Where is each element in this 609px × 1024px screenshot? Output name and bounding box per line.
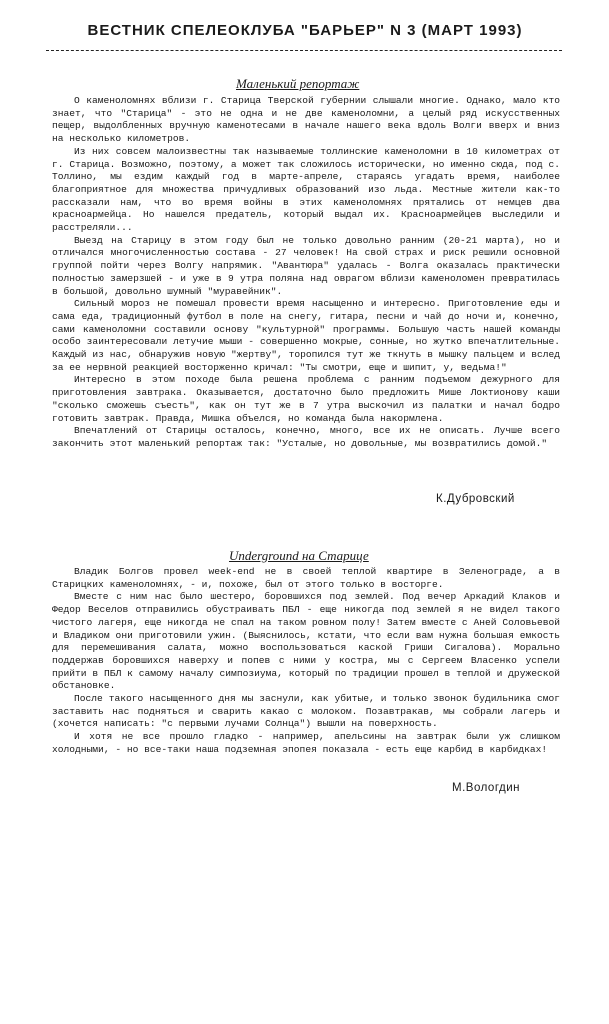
paragraph: О каменоломнях вблизи г. Старица Тверской губернии слышали многие. Однако, мало кто знает, что "Старица" - это не одна и не две каменоломни, а целый ряд искусственных пещер, выдолбленных вручную каменотесами в начале нашего века вдоль Волги вверх и вниз на несколько километров. xyxy=(52,95,560,145)
article-body-report xyxy=(52,95,560,451)
paragraph: И хотя не все прошло гладко - например, апельсины на завтрак были уж слишком холодными, - но все-таки наша подземная эпопея показала - есть еще карбид в карбидках! xyxy=(52,731,560,755)
newsletter-header: ВЕСТНИК СПЕЛЕОКЛУБА "БАРЬЕР" N 3 (МАРТ 1993) xyxy=(87,22,523,39)
article-title-underground: Underground на Старице xyxy=(229,548,369,563)
paragraph: Впечатлений от Старицы осталось, конечно, много, все их не описать. Лучше всего закончить этот маленький репортаж так: "Усталые, но довольные, мы возвратились домой." xyxy=(52,425,560,449)
author-signature: М.Вологдин xyxy=(452,782,520,794)
paragraph: Интересно в этом походе была решена проблема с ранним подъемом дежурного для приготовления завтрака. Оказывается, достаточно было предложить Мише Локтионову каши "сколько сможешь съесть", как он тут же в 7 утра выскочил из палатки и начал бодро готовить завтрак. Правда, Мишка объелся, но команда была накормлена. xyxy=(52,374,560,424)
paragraph: Сильный мороз не помешал провести время насыщенно и интересно. Приготовление еды и сама еда, традиционный футбол в поле на снегу, гитара, песни и чай до ночи и, конечно, сами каменоломни составили основу "культурной" программы. Большую часть нашей команды особо заинтересовали летучие мыши - совершенно мокрые, сонные, но жутко впечатлительные. Каждый из нас, обнаружив новую "жертву", торопился тут же ткнуть в мышку пальцем и вслед за ее нервной реакцией восторженно кричал: "Ты смотри, еще и шипит, у, ведьма!" xyxy=(52,298,560,373)
paragraph: После такого насыщенного дня мы заснули, как убитые, и только звонок будильника смог заставить нас подняться и сварить какао с молоком. Позавтракав, мы собрали лагерь и (хочется написать: "с первыми лучами Солнца") вышли на поверхность. xyxy=(52,693,560,730)
author-signature: К.Дубровский xyxy=(436,493,515,505)
paragraph: Вместе с ним нас было шестеро, боровшихся под землей. Под вечер Аркадий Клаков и Федор Веселов отправились обустраивать ПБЛ - еще никогда под землей я не видел такого чистого лагеря, еще никогда не спал на таком ровном полу! Затем вместе с Аней Соловьевой и Владиком они приготовили ужин. (Выяснилось, кстати, что если вам нужна большая емкость для перемешивания салата, можно воспользоваться каской Гриши Сигалова). Морально поддержав боровшихся наверху и попев с ними у костра, мы с Сергеем Власенко успели прийти в ПБЛ к самому началу симпозиума, который по традиции прошел в теплой и дружеской обстановке. xyxy=(52,591,560,692)
paragraph: Выезд на Старицу в этом году был не только довольно ранним (20-21 марта), но и отличался многочисленностью состава - 27 человек! На свой страх и риск решили основной группой пойти через Волгу напрямик. "Авантюра" удалась - Волга оказалась практически полностью замерзшей - и уже в 9 утра поляна над оврагом вблизи каменоломен превратилась в большой, довольно шумный "муравейник". xyxy=(52,234,560,297)
header-divider xyxy=(46,50,562,51)
paragraph: Владик Болгов провел week-end не в своей теплой квартире в Зеленограде, а в Старицких каменоломнях, - и, похоже, был от этого только в восторге. xyxy=(52,566,560,590)
article-title-report: Маленький репортаж xyxy=(236,76,360,91)
article-body-underground xyxy=(52,566,560,757)
paragraph: Из них совсем малоизвестны так называемые толлинские каменоломни в 10 километрах от г. Старица. Возможно, поэтому, а может так сложилось исторически, но именно сюда, под с. Толлино, мы ездим каждый год в марте-апреле, стараясь угадать время, наиболее благоприятное для множества причудливых образований изо льда. Местные жители как-то рассказали нам, что во время войны в этих каменоломнях прятались от немцев два красноармейца. Но нашелся предатель, который выдал их. Красноармейцев выследили и расстреляли... xyxy=(52,145,560,234)
